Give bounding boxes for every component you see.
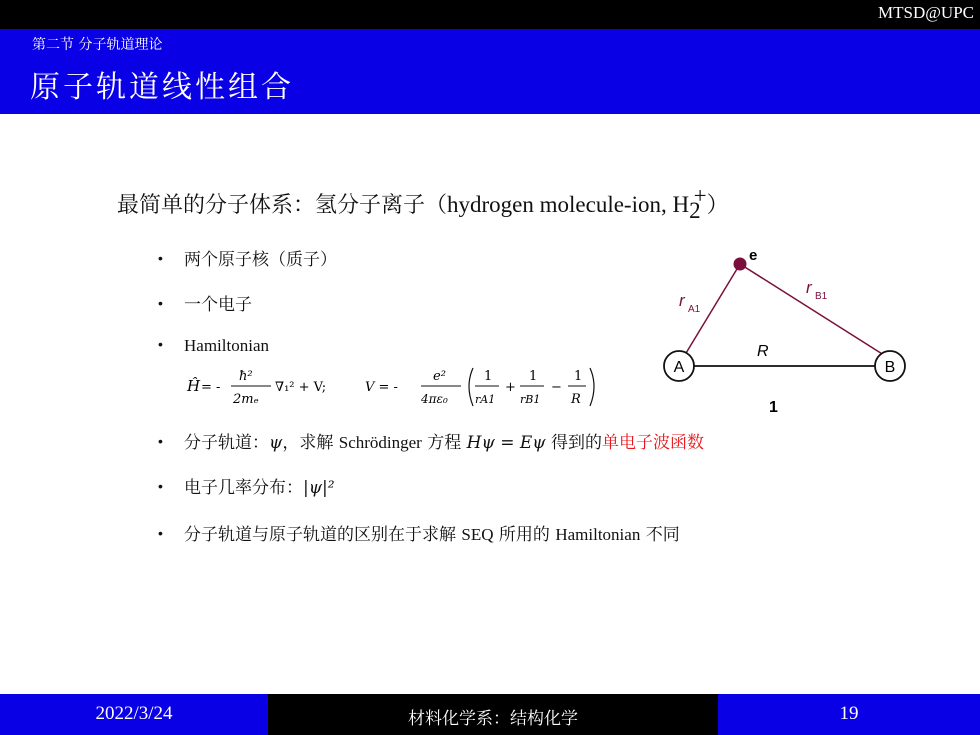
- formula-hbar2: ħ²: [239, 369, 253, 384]
- bullet-probability: [158, 473, 335, 498]
- formula-one3: 1: [574, 369, 583, 384]
- title-bar: [0, 29, 980, 114]
- psi-squared: |ψ|²: [303, 478, 335, 498]
- heading-close: ）: [706, 193, 729, 218]
- formula-R: R: [571, 392, 581, 407]
- rA1-sub: A1: [688, 304, 701, 315]
- formula-rB1: rB1: [520, 393, 541, 406]
- formula-nabla: ∇₁² + V;: [275, 380, 327, 395]
- text: ，求解: [282, 433, 339, 453]
- formula-minus: −: [551, 380, 562, 395]
- text: 分子轨道：: [184, 433, 269, 453]
- slide-title: 原子轨道线性组合: [30, 70, 294, 105]
- bullet-dot: •: [158, 433, 163, 449]
- hamiltonian: Hamiltonian: [555, 525, 641, 544]
- rB1-r: r: [806, 278, 812, 297]
- page-number: 19: [839, 703, 859, 724]
- footer: [0, 694, 980, 735]
- formula-plus: +: [505, 380, 516, 395]
- highlight: 单电子波函数: [602, 433, 705, 453]
- heading-latin: hydrogen molecule-ion, H: [447, 192, 690, 217]
- footer-date: 2022/3/24: [95, 703, 173, 724]
- nucleus-A-label: A: [673, 359, 685, 376]
- bullet-text: 两个原子核（质子）: [184, 250, 337, 270]
- bullet-dot: •: [158, 525, 163, 541]
- psi: ψ: [269, 433, 283, 453]
- text: 电子几率分布：: [184, 478, 303, 498]
- formula-H: Ĥ: [187, 377, 201, 395]
- bullet-text: Hamiltonian: [184, 336, 269, 355]
- footer-dept: 材料化学系：结构化学: [408, 709, 578, 729]
- bullet-dot: •: [158, 478, 163, 494]
- seq: SEQ: [461, 525, 494, 544]
- bullet-dot: •: [158, 295, 163, 311]
- rB1-sub: B1: [815, 291, 828, 302]
- electron-dot: [734, 258, 747, 271]
- formula-eq1: = -: [201, 380, 221, 395]
- formula-e2: e²: [433, 369, 446, 384]
- formula-2me: 2mₑ: [233, 392, 259, 407]
- formula-one1: 1: [484, 369, 493, 384]
- footer-dept-box: [268, 694, 718, 735]
- bullet-electron: [158, 290, 252, 315]
- footer-date-box: [0, 694, 268, 735]
- bullet-hamiltonian: [158, 336, 269, 356]
- section-label: 第二节 分子轨道理论: [32, 37, 163, 53]
- electron-label: e: [749, 247, 758, 264]
- footer-page-box: [718, 694, 980, 735]
- bullet-dot: •: [158, 250, 163, 266]
- bullet-difference: [158, 520, 680, 545]
- right-paren: [590, 368, 594, 406]
- hamiltonian-formula: [185, 360, 610, 410]
- equation: Hψ = Eψ: [466, 433, 546, 453]
- text: 所用的: [493, 525, 556, 545]
- R-label: R: [757, 343, 769, 360]
- nucleus-B-label: B: [884, 359, 896, 376]
- schrodinger: Schrödinger: [338, 433, 422, 452]
- brand-label: MTSD@UPC: [878, 3, 974, 22]
- slide-heading: [117, 183, 729, 223]
- heading-cn: 最简单的分子体系：氢分子离子（: [117, 193, 448, 218]
- top-bar: [0, 0, 980, 29]
- rA1-r: r: [679, 291, 685, 310]
- bullet-mo: [158, 428, 704, 453]
- bullet-dot: •: [158, 336, 163, 352]
- bullet-text: 一个电子: [184, 295, 252, 315]
- diagram-label: 1: [769, 399, 778, 416]
- text: 得到的: [545, 433, 603, 453]
- bullet-nuclei: [158, 245, 337, 270]
- left-paren: [469, 368, 473, 406]
- formula-one2: 1: [529, 369, 538, 384]
- heading-subscript: 2: [689, 198, 701, 223]
- text: 分子轨道与原子轨道的区别在于求解: [184, 525, 462, 545]
- formula-V: V = -: [365, 380, 398, 395]
- formula-4pieps: 4πε₀: [421, 392, 448, 406]
- formula-rA1: rA1: [475, 393, 496, 406]
- text: 方程: [421, 433, 467, 453]
- text: 不同: [640, 525, 680, 545]
- heading-superscript: +: [693, 183, 707, 208]
- h2-ion-diagram: [655, 240, 920, 420]
